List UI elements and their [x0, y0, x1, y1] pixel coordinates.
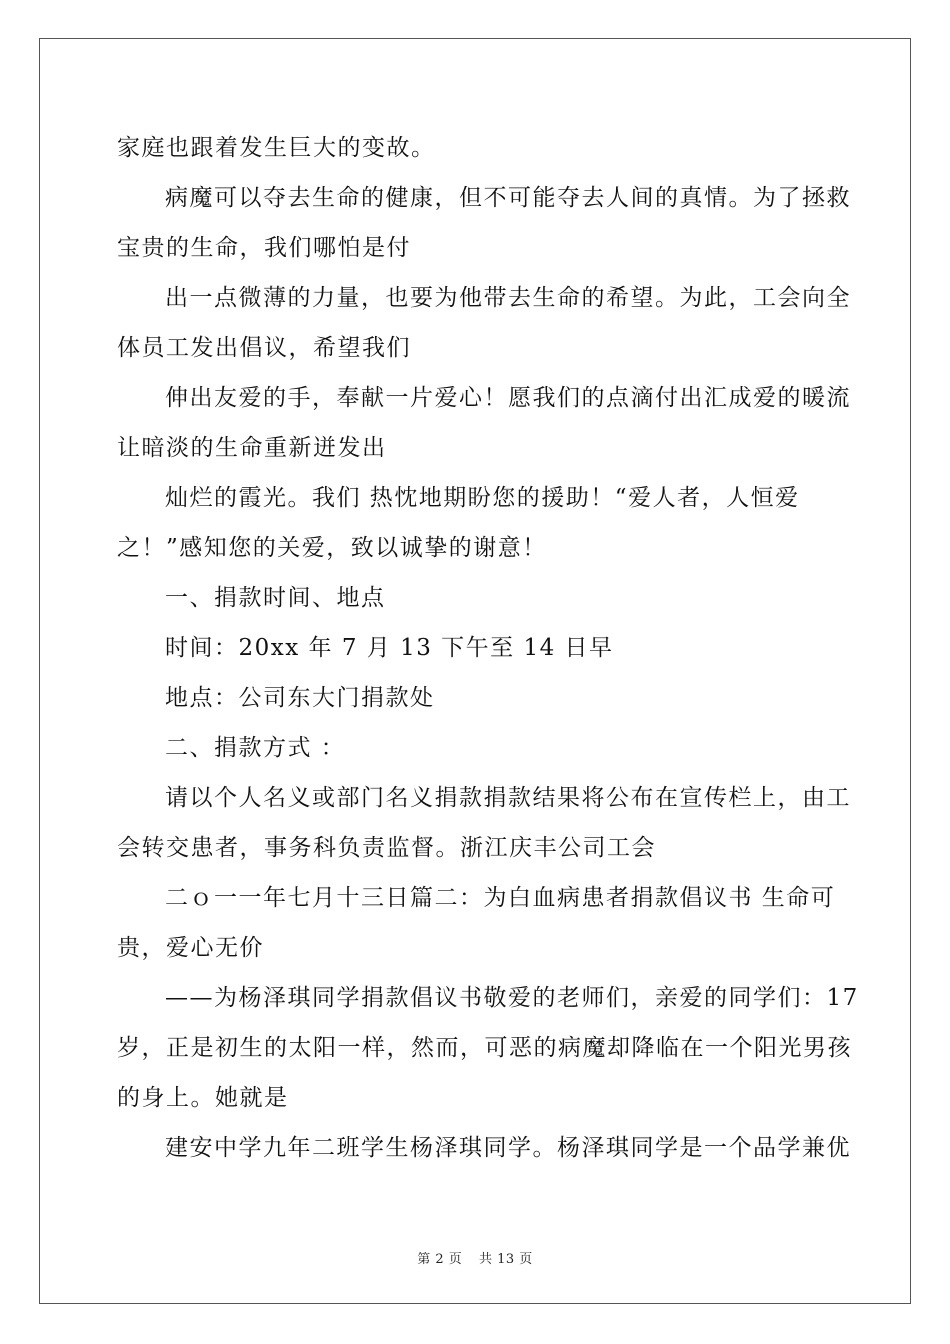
- text-line: 岁，正是初生的太阳一样，然而，可恶的病魔却降临在一个阳光男孩: [117, 1035, 852, 1061]
- text-line: 会转交患者，事务科负责监督。浙江庆丰公司工会: [117, 835, 656, 861]
- text-line: 家庭也跟着发生巨大的变故。: [117, 135, 436, 161]
- section-heading-method: 二、捐款方式 ：: [165, 735, 346, 761]
- text-line: 体员工发出倡议，希望我们: [117, 335, 411, 361]
- document-body: [117, 130, 859, 1180]
- text-line: ——为杨泽琪同学捐款倡议书敬爱的老师们，亲爱的同学们：17: [165, 985, 859, 1011]
- text-line: 病魔可以夺去生命的健康，但不可能夺去人间的真情。为了拯救: [165, 185, 851, 211]
- text-line: 伸出友爱的手，奉献一片爱心！愿我们的点滴付出汇成爱的暖流: [165, 385, 851, 411]
- text-line: 二ｏ一一年七月十三日篇二：为白血病患者捐款倡议书 生命可: [165, 885, 836, 911]
- text-line: 贵，爱心无价: [117, 935, 264, 961]
- section-heading-time-place: 一、捐款时间、地点: [165, 585, 386, 611]
- text-line: 让暗淡的生命重新迸发出: [117, 435, 387, 461]
- text-line: 建安中学九年二班学生杨泽琪同学。杨泽琪同学是一个品学兼优: [165, 1135, 851, 1161]
- donation-time: 时间：20xx 年 7 月 13 下午至 14 日早: [165, 635, 614, 661]
- text-line: 请以个人名义或部门名义捐款捐款结果将公布在宣传栏上，由工: [165, 785, 851, 811]
- donation-place: 地点：公司东大门捐款处: [165, 685, 435, 711]
- text-line: 之！”感知您的关爱，致以诚挚的谢意！: [117, 535, 547, 561]
- text-line: 灿烂的霞光。我们 热忱地期盼您的援助！“爱人者，人恒爱: [165, 485, 800, 511]
- page-number: 第 2 页: [417, 1252, 463, 1267]
- text-line: 的身上。她就是: [117, 1085, 289, 1111]
- page-footer: [0, 1248, 950, 1267]
- page-total: 共 13 页: [478, 1252, 533, 1267]
- text-line: 宝贵的生命，我们哪怕是付: [117, 235, 411, 261]
- text-line: 出一点微薄的力量，也要为他带去生命的希望。为此，工会向全: [165, 285, 851, 311]
